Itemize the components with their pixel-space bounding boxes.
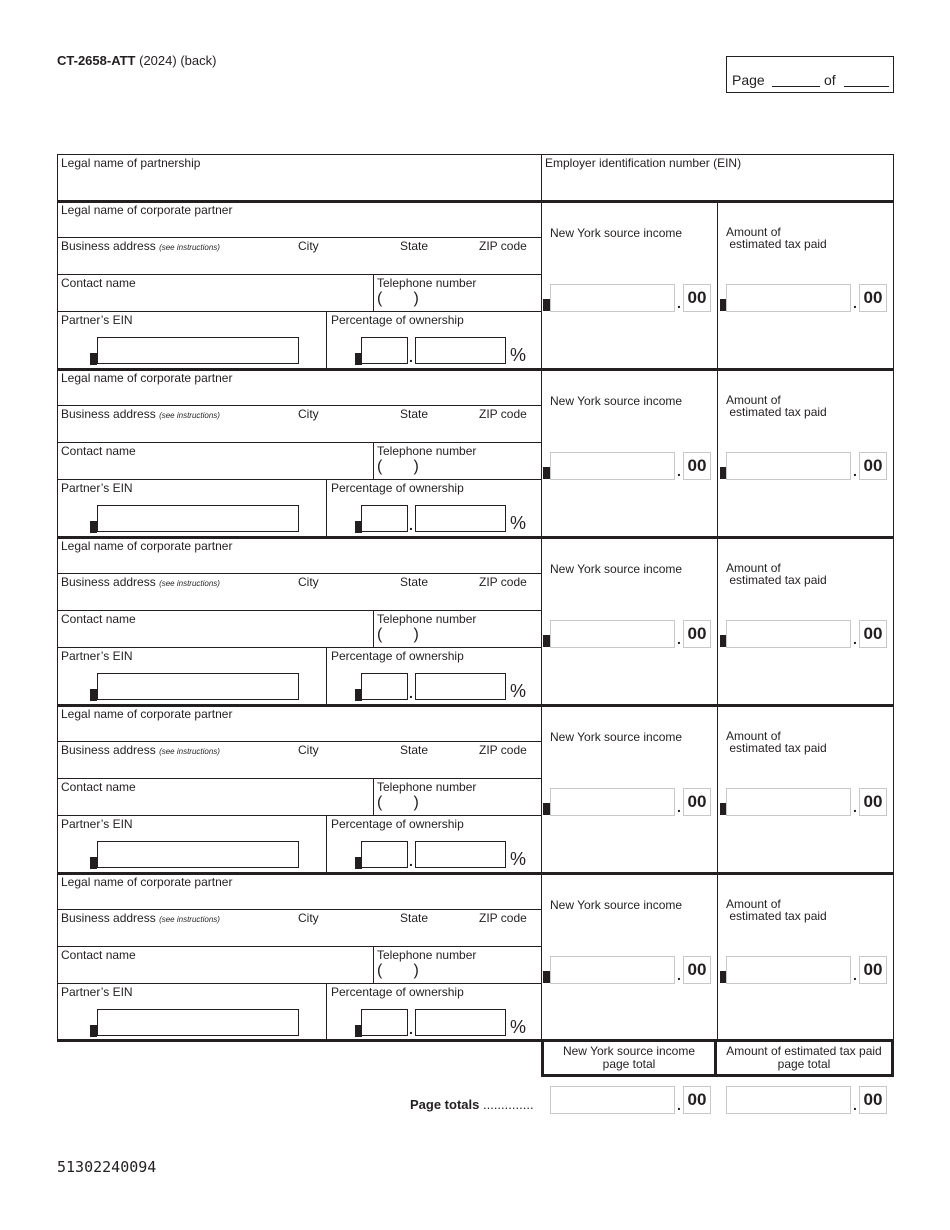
legal-name-input[interactable] xyxy=(58,385,540,404)
ny-income-cents: 00 xyxy=(683,788,711,816)
contact-name-label: Contact name xyxy=(61,276,136,290)
ny-income-label: New York source income xyxy=(550,562,683,576)
ny-income-label: New York source income xyxy=(550,394,683,408)
contact-name-label: Contact name xyxy=(61,444,136,458)
decimal-point: . xyxy=(853,799,857,815)
ny-income-input[interactable] xyxy=(550,620,675,648)
decimal-point: . xyxy=(853,463,857,479)
business-address-label: Business address (see instructions) xyxy=(61,239,220,253)
city-label: City xyxy=(298,575,319,589)
business-address-label: Business address (see instructions) xyxy=(61,407,220,421)
decimal-point: . xyxy=(853,1097,857,1113)
est-tax-input[interactable] xyxy=(726,620,851,648)
field-marker-icon xyxy=(90,857,97,869)
decimal-point: . xyxy=(853,967,857,983)
percentage-whole-input[interactable] xyxy=(361,1009,408,1036)
decimal-point: . xyxy=(853,631,857,647)
legal-name-label: Legal name of corporate partner xyxy=(61,875,233,889)
business-address-input[interactable] xyxy=(58,925,540,945)
zip-label: ZIP code xyxy=(479,575,527,589)
percentage-label: Percentage of ownership xyxy=(331,481,464,495)
percent-sign: % xyxy=(510,1017,527,1037)
contact-name-input[interactable] xyxy=(58,459,372,478)
partnership-name-label: Legal name of partnership xyxy=(61,156,201,170)
contact-name-input[interactable] xyxy=(58,963,372,982)
est-tax-label: Amount of estimated tax paid xyxy=(726,561,827,587)
percentage-decimal-input[interactable] xyxy=(415,841,506,868)
page-number-box xyxy=(726,56,894,93)
page-count-input[interactable] xyxy=(844,86,889,87)
est-tax-label: Amount of estimated tax paid xyxy=(726,729,827,755)
state-label: State xyxy=(400,407,429,421)
legal-name-input[interactable] xyxy=(58,217,540,236)
legal-name-label: Legal name of corporate partner xyxy=(61,371,233,385)
partner-ein-input[interactable] xyxy=(97,841,299,868)
ny-income-label: New York source income xyxy=(550,898,683,912)
ny-income-cents: 00 xyxy=(683,956,711,984)
percentage-decimal-input[interactable] xyxy=(415,673,506,700)
partnership-ein-label: Employer identification number (EIN) xyxy=(545,156,742,170)
percentage-decimal-input[interactable] xyxy=(415,1009,506,1036)
decimal-point: . xyxy=(677,967,681,983)
state-label: State xyxy=(400,575,429,589)
est-tax-input[interactable] xyxy=(726,452,851,480)
telephone-input[interactable]: ( ) xyxy=(377,794,419,811)
business-address-input[interactable] xyxy=(58,421,540,441)
est-tax-page-total-input[interactable] xyxy=(726,1086,851,1114)
field-marker-icon xyxy=(543,635,550,647)
est-tax-input[interactable] xyxy=(726,956,851,984)
est-tax-label: Amount of estimated tax paid xyxy=(726,393,827,419)
partner-ein-label: Partner’s EIN xyxy=(61,985,133,999)
partner-ein-input[interactable] xyxy=(97,1009,299,1036)
est-tax-input[interactable] xyxy=(726,284,851,312)
percentage-decimal-input[interactable] xyxy=(415,337,506,364)
est-tax-label: Amount of estimated tax paid xyxy=(726,897,827,923)
legal-name-label: Legal name of corporate partner xyxy=(61,707,233,721)
decimal-point: . xyxy=(677,295,681,311)
page-label: Page xyxy=(732,72,765,88)
contact-name-label: Contact name xyxy=(61,780,136,794)
percentage-whole-input[interactable] xyxy=(361,505,408,532)
est-tax-cents: 00 xyxy=(859,956,887,984)
business-address-input[interactable] xyxy=(58,589,540,609)
ny-income-label: New York source income xyxy=(550,226,683,240)
barcode-number: 51302240094 xyxy=(57,1158,157,1176)
telephone-input[interactable]: ( ) xyxy=(377,962,419,979)
zip-label: ZIP code xyxy=(479,239,527,253)
partner-ein-input[interactable] xyxy=(97,337,299,364)
contact-name-label: Contact name xyxy=(61,612,136,626)
page-number-input[interactable] xyxy=(772,86,820,87)
partner-ein-input[interactable] xyxy=(97,673,299,700)
partner-ein-label: Partner’s EIN xyxy=(61,817,133,831)
business-address-label: Business address (see instructions) xyxy=(61,575,220,589)
decimal-point: . xyxy=(853,295,857,311)
legal-name-input[interactable] xyxy=(58,889,540,908)
percentage-decimal-input[interactable] xyxy=(415,505,506,532)
of-label: of xyxy=(824,72,836,88)
est-tax-label: Amount of estimated tax paid xyxy=(726,225,827,251)
ny-income-cents: 00 xyxy=(683,284,711,312)
state-label: State xyxy=(400,239,429,253)
field-marker-icon xyxy=(543,803,550,815)
ny-income-total-header: New York source income page total xyxy=(541,1040,717,1077)
ny-income-input[interactable] xyxy=(550,452,675,480)
est-tax-total-cents: 00 xyxy=(859,1086,887,1114)
page-totals-label: Page totals .............. xyxy=(410,1097,534,1112)
field-marker-icon xyxy=(90,1025,97,1037)
zip-label: ZIP code xyxy=(479,911,527,925)
field-marker-icon xyxy=(90,353,97,365)
state-label: State xyxy=(400,743,429,757)
contact-name-label: Contact name xyxy=(61,948,136,962)
ny-income-cents: 00 xyxy=(683,452,711,480)
decimal-point: . xyxy=(677,631,681,647)
contact-name-input[interactable] xyxy=(58,795,372,814)
contact-name-input[interactable] xyxy=(58,291,372,310)
decimal-point: . xyxy=(677,1097,681,1113)
decimal-point: . xyxy=(409,853,413,869)
percent-sign: % xyxy=(510,849,527,869)
field-marker-icon xyxy=(543,299,550,311)
est-tax-cents: 00 xyxy=(859,620,887,648)
business-address-input[interactable] xyxy=(58,253,540,273)
legal-name-input[interactable] xyxy=(58,721,540,740)
percentage-label: Percentage of ownership xyxy=(331,649,464,663)
percentage-whole-input[interactable] xyxy=(361,337,408,364)
partnership-name-input[interactable] xyxy=(58,172,540,200)
ny-income-input[interactable] xyxy=(550,284,675,312)
decimal-point: . xyxy=(409,685,413,701)
form-title: CT-2658-ATT (2024) (back) xyxy=(57,53,217,68)
percentage-whole-input[interactable] xyxy=(361,673,408,700)
est-tax-cents: 00 xyxy=(859,452,887,480)
state-label: State xyxy=(400,911,429,925)
field-marker-icon xyxy=(543,971,550,983)
telephone-label: Telephone number xyxy=(377,276,477,290)
city-label: City xyxy=(298,407,319,421)
percentage-label: Percentage of ownership xyxy=(331,313,464,327)
ny-income-input[interactable] xyxy=(550,788,675,816)
decimal-point: . xyxy=(409,517,413,533)
decimal-point: . xyxy=(409,349,413,365)
percent-sign: % xyxy=(510,513,527,533)
est-tax-total-header: Amount of estimated tax paid page total xyxy=(717,1040,894,1077)
business-address-label: Business address (see instructions) xyxy=(61,911,220,925)
telephone-label: Telephone number xyxy=(377,444,477,458)
ny-income-cents: 00 xyxy=(683,620,711,648)
zip-label: ZIP code xyxy=(479,743,527,757)
partner-ein-label: Partner’s EIN xyxy=(61,313,133,327)
telephone-label: Telephone number xyxy=(377,612,477,626)
business-address-label: Business address (see instructions) xyxy=(61,743,220,757)
percentage-label: Percentage of ownership xyxy=(331,817,464,831)
field-marker-icon xyxy=(543,467,550,479)
city-label: City xyxy=(298,911,319,925)
telephone-input[interactable]: ( ) xyxy=(377,458,419,475)
est-tax-input[interactable] xyxy=(726,788,851,816)
telephone-input[interactable]: ( ) xyxy=(377,626,419,643)
percentage-label: Percentage of ownership xyxy=(331,985,464,999)
ny-income-total-cents: 00 xyxy=(683,1086,711,1114)
contact-name-input[interactable] xyxy=(58,627,372,646)
partner-ein-label: Partner’s EIN xyxy=(61,481,133,495)
telephone-input[interactable]: ( ) xyxy=(377,290,419,307)
partner-ein-label: Partner’s EIN xyxy=(61,649,133,663)
est-tax-cents: 00 xyxy=(859,788,887,816)
percentage-whole-input[interactable] xyxy=(361,841,408,868)
percent-sign: % xyxy=(510,681,527,701)
decimal-point: . xyxy=(677,463,681,479)
city-label: City xyxy=(298,743,319,757)
ny-income-page-total-input[interactable] xyxy=(550,1086,675,1114)
business-address-input[interactable] xyxy=(58,757,540,777)
zip-label: ZIP code xyxy=(479,407,527,421)
partner-ein-input[interactable] xyxy=(97,505,299,532)
telephone-label: Telephone number xyxy=(377,780,477,794)
legal-name-label: Legal name of corporate partner xyxy=(61,539,233,553)
partnership-ein-input[interactable] xyxy=(542,172,892,200)
ny-income-input[interactable] xyxy=(550,956,675,984)
field-marker-icon xyxy=(90,521,97,533)
city-label: City xyxy=(298,239,319,253)
decimal-point: . xyxy=(409,1021,413,1037)
legal-name-label: Legal name of corporate partner xyxy=(61,203,233,217)
ny-income-label: New York source income xyxy=(550,730,683,744)
telephone-label: Telephone number xyxy=(377,948,477,962)
legal-name-input[interactable] xyxy=(58,553,540,572)
percent-sign: % xyxy=(510,345,527,365)
field-marker-icon xyxy=(90,689,97,701)
decimal-point: . xyxy=(677,799,681,815)
est-tax-cents: 00 xyxy=(859,284,887,312)
